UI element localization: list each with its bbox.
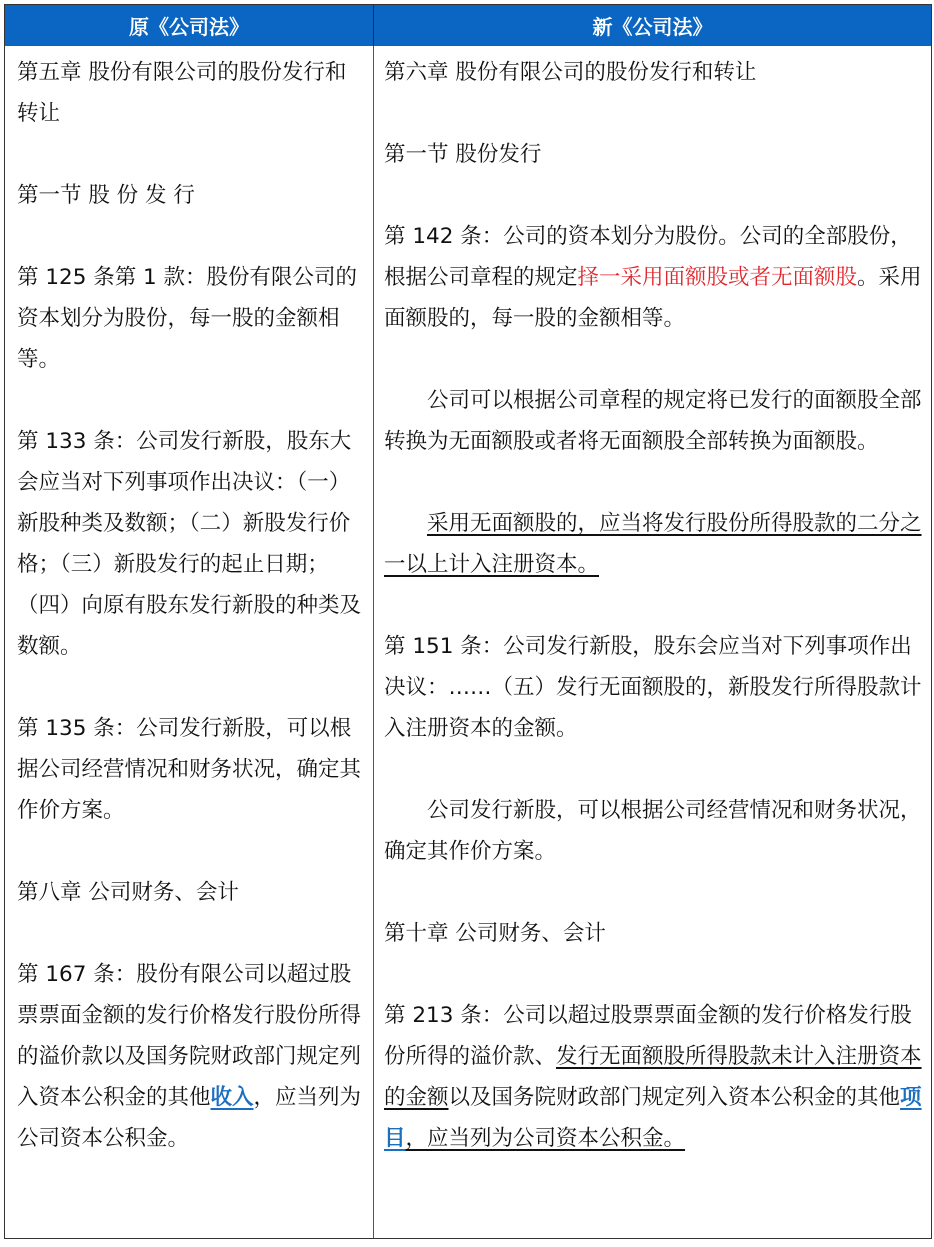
old-law-column [5,46,374,1238]
new-article-142-tail: 。采用面额股的，每一股的金额相等。 [384,265,922,331]
new-chapter-10: 第十章 公司财务、会计 [384,921,606,946]
old-article-125: 第 125 条第 1 款：股份有限公司的资本划分为股份，每一股的金额相等。 [17,265,358,372]
old-article-167-text: 第 167 条：股份有限公司以超过股票票面金额的发行价格发行股份所得的溢价款以及国务院财政部门规定列入资本公积金的其他 [17,962,362,1110]
header-old-law: 原《公司法》 [5,5,374,46]
old-article-135: 第 135 条：公司发行新股，可以根据公司经营情况和财务状况，确定其作价方案。 [17,716,362,823]
comparison-table [4,4,932,1239]
header-new-law: 新《公司法》 [592,15,713,39]
new-article-213-tail: ，应当列为公司资本公积金。 [405,1126,686,1151]
old-chapter-5: 第五章 股份有限公司的股份发行和转让 [17,60,347,126]
new-article-151-para-2: 公司发行新股，可以根据公司经营情况和财务状况，确定其作价方案。 [384,798,922,864]
new-law-column [374,46,931,1238]
new-article-213-underlined: 发行无面额股所得股款未计入注册资本的金额 [384,1044,922,1110]
old-article-167-tail: ，应当列为公司资本公积金。 [17,1085,362,1151]
new-section-1: 第一节 股份发行 [384,142,542,167]
new-article-142 [384,216,923,339]
new-article-142-text: 第 142 条：公司的资本划分为股份。公司的全部股份，根据公司章程的规定 [384,224,912,290]
new-chapter-6: 第六章 股份有限公司的股份发行和转让 [384,60,757,85]
old-article-167-highlight: 收入 [210,1085,254,1110]
new-article-151: 第 151 条：公司发行新股，股东会应当对下列事项作出决议：……（五）发行无面额股的，新股发行所得股款计入注册资本的金额。 [384,634,922,741]
new-article-213-mid: 以及国务院财政部门规定列入资本公积金的其他 [448,1085,901,1110]
new-article-213-text: 第 213 条：公司以超过股票票面金额的发行价格发行股份所得的溢价款、 [384,1003,912,1069]
new-article-142-para-3 [384,503,923,585]
new-article-213 [384,995,923,1159]
old-article-167 [17,954,363,1159]
new-article-142-red-highlight: 择一采用面额股或者无面额股 [577,265,858,290]
table-body [5,46,931,1238]
table-header [5,5,931,46]
new-article-142-para-3-underlined: 采用无面额股的，应当将发行股份所得股款的二分之一以上计入注册资本。 [384,511,922,577]
new-article-213-highlight: 项目 [384,1085,922,1151]
old-chapter-8: 第八章 公司财务、会计 [17,880,239,905]
old-article-133: 第 133 条：公司发行新股，股东大会应当对下列事项作出决议：（一）新股种类及数额；（二）新股发行价格；（三）新股发行的起止日期；（四）向原有股东发行新股的种类及数额。 [17,429,362,659]
new-article-142-para-2: 公司可以根据公司章程的规定将已发行的面额股全部转换为无面额股或者将无面额股全部转换为面额股。 [384,388,922,454]
old-section-1: 第一节 股 份 发 行 [17,183,195,208]
